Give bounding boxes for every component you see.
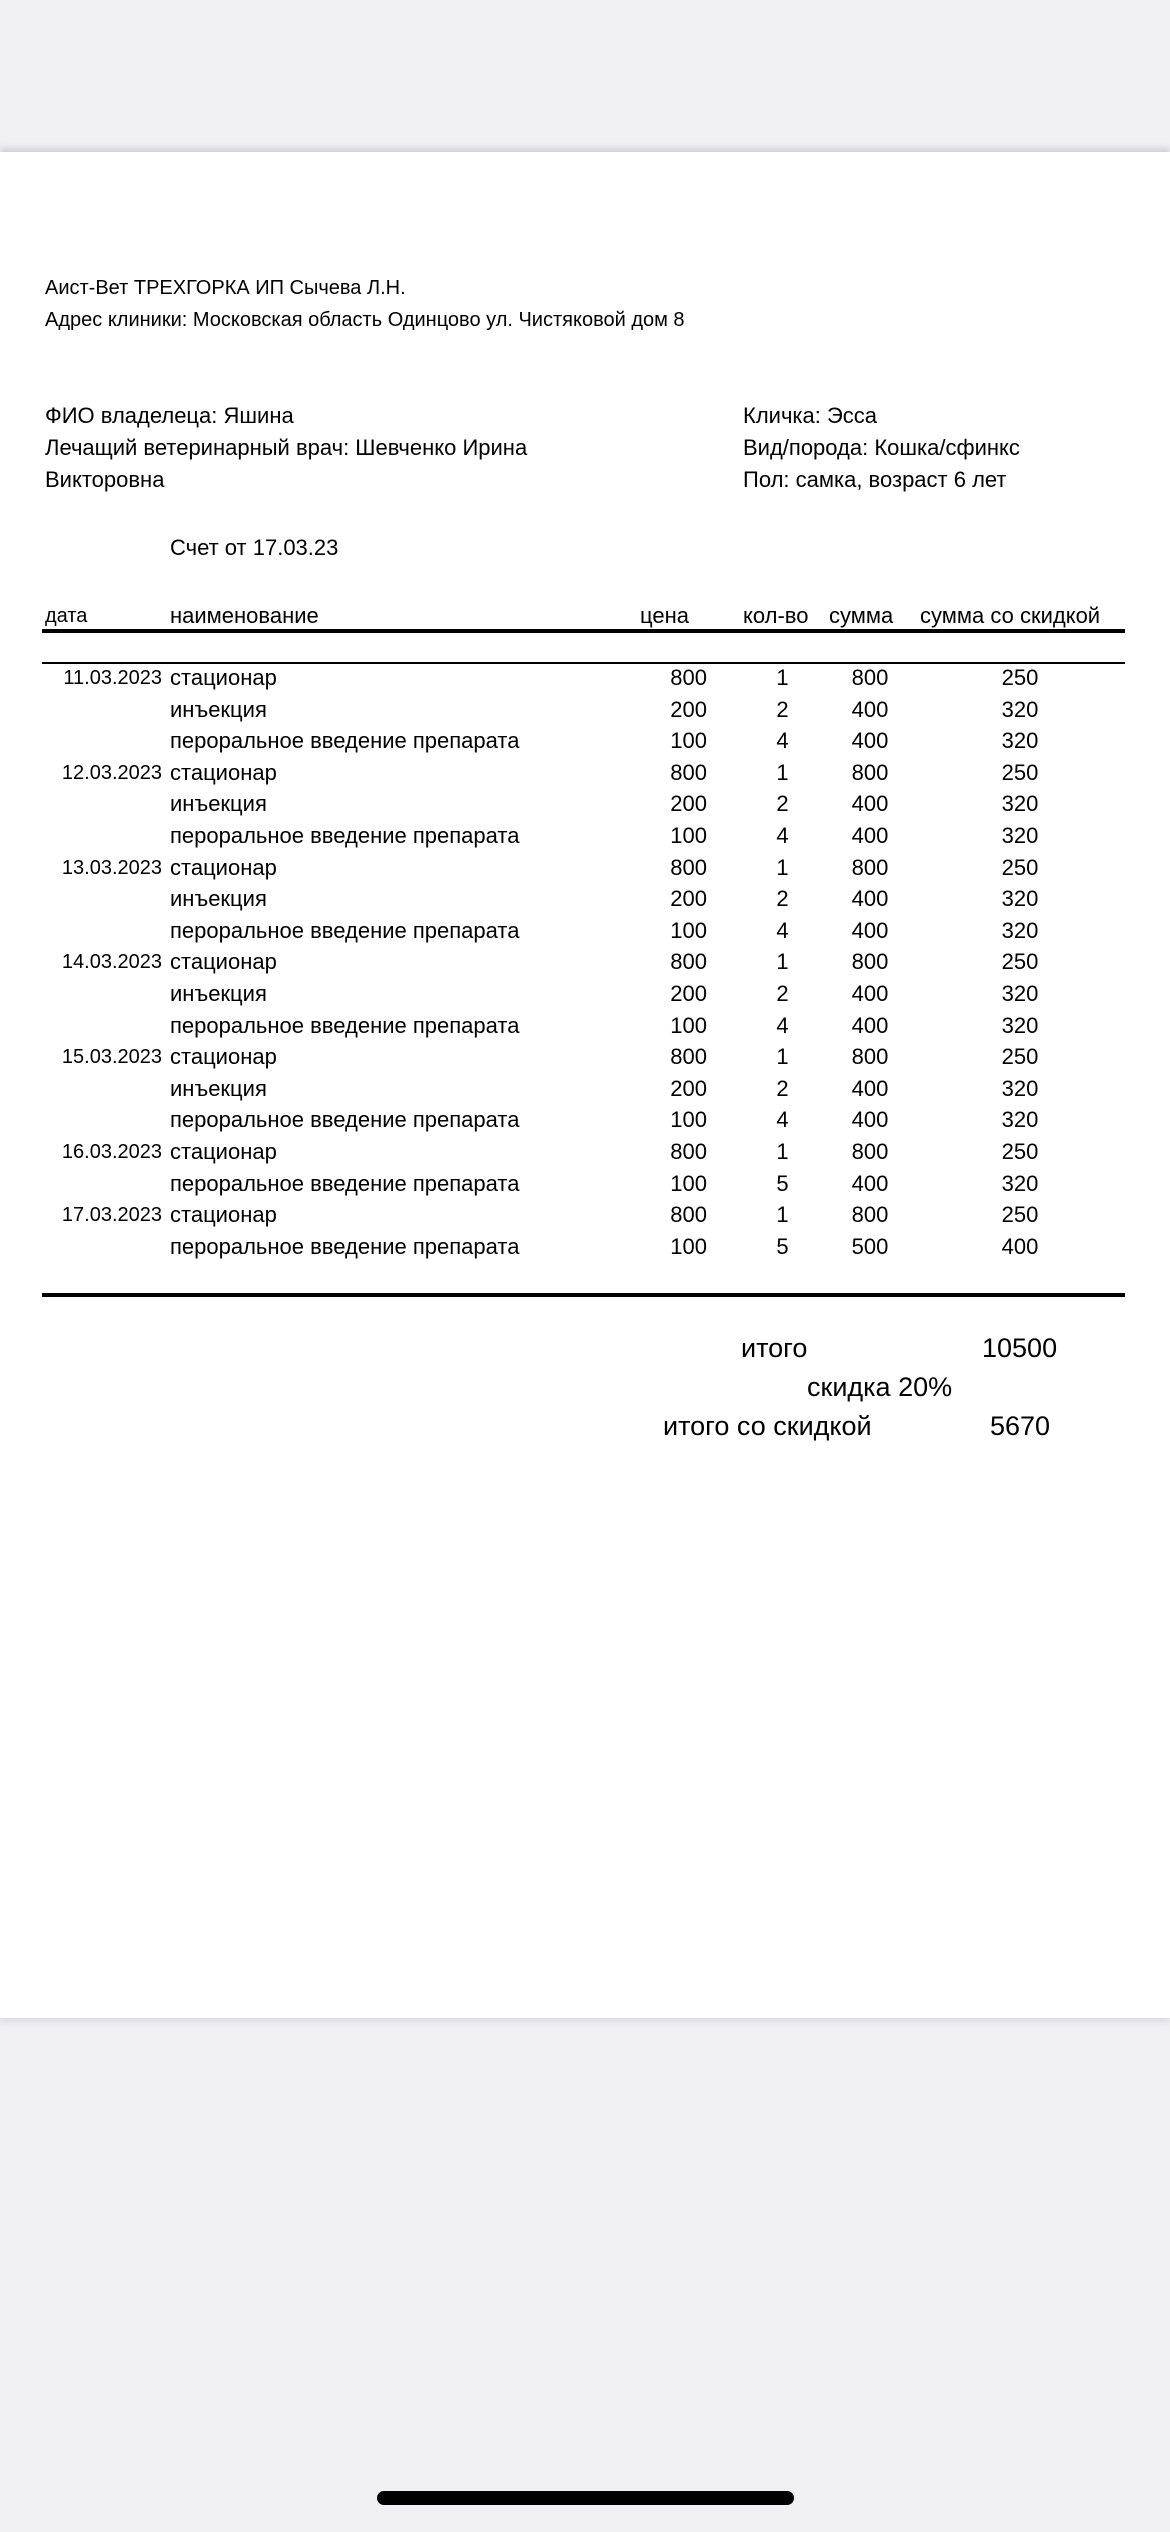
row-price: 800 [670,855,707,880]
row-price: 200 [670,886,707,911]
row-discounted: 400 [1001,1234,1039,1259]
doctor-name-cont: Викторовна [45,467,165,492]
row-name: инъекция [170,886,267,911]
clinic-name: Аист-Вет ТРЕХГОРКА ИП Сычева Л.Н. [45,277,406,299]
row-name: пероральное введение препарата [170,1013,520,1038]
pet-sex-age: Пол: самка, возраст 6 лет [743,467,1007,492]
row-name: пероральное введение препарата [170,1234,520,1259]
row-qty: 2 [776,1076,789,1101]
row-qty: 5 [776,1171,789,1196]
invoice-title: Счет от 17.03.23 [170,535,339,560]
row-qty: 1 [776,760,789,785]
header-qty: кол-во [743,603,809,628]
row-name: инъекция [170,697,267,722]
row-sum: 400 [851,697,889,722]
row-date: 15.03.2023 [61,1046,162,1068]
row-discounted: 320 [1001,886,1039,911]
row-price: 100 [670,1107,707,1132]
row-qty: 2 [776,791,789,816]
row-price: 100 [670,823,707,848]
row-qty: 4 [776,728,789,753]
row-price: 800 [670,760,707,785]
header-rule-thick [42,629,1125,633]
table-row [0,1076,1170,1108]
table-row [0,1171,1170,1203]
row-price: 200 [670,791,707,816]
row-price: 800 [670,1202,707,1227]
row-name: стационар [170,1044,277,1069]
row-price: 100 [670,1234,707,1259]
row-price: 100 [670,728,707,753]
row-sum: 400 [851,791,889,816]
doctor-name: Лечащий ветеринарный врач: Шевченко Ирина [45,435,528,460]
row-discounted: 250 [1001,1202,1039,1227]
table-row [0,1202,1170,1234]
row-name: пероральное введение препарата [170,1107,520,1132]
row-sum: 800 [851,760,889,785]
row-discounted: 250 [1001,760,1039,785]
row-qty: 1 [776,1044,789,1069]
row-sum: 400 [851,1107,889,1132]
row-discounted: 320 [1001,1171,1039,1196]
discounted-total-value: 5670 [990,1411,1051,1441]
row-name: пероральное введение препарата [170,1171,520,1196]
row-name: стационар [170,665,277,690]
row-sum: 800 [851,1202,889,1227]
header-name: наименование [170,603,319,628]
row-discounted: 320 [1001,728,1039,753]
row-discounted: 320 [1001,1107,1039,1132]
row-sum: 400 [851,823,889,848]
row-sum: 400 [851,886,889,911]
pet-breed: Вид/порода: Кошка/сфинкс [743,435,1020,460]
discount-label: скидка 20% [807,1372,953,1402]
row-name: инъекция [170,791,267,816]
table-row [0,1107,1170,1139]
row-name: стационар [170,949,277,974]
table-row [0,918,1170,950]
row-discounted: 320 [1001,791,1039,816]
row-sum: 400 [851,1076,889,1101]
table-row [0,697,1170,729]
row-qty: 2 [776,697,789,722]
row-date: 11.03.2023 [63,667,162,689]
header-rule-thin [42,662,1125,664]
row-price: 800 [670,665,707,690]
header-discounted: сумма со скидкой [920,603,1101,628]
row-name: стационар [170,1202,277,1227]
row-discounted: 320 [1001,918,1039,943]
table-row [0,823,1170,855]
row-name: пероральное введение препарата [170,918,520,943]
row-name: пероральное введение препарата [170,823,520,848]
row-qty: 4 [776,1107,789,1132]
table-bottom-rule [42,1293,1125,1297]
row-qty: 1 [776,1139,789,1164]
row-sum: 500 [851,1234,889,1259]
row-price: 200 [670,1076,707,1101]
row-date: 17.03.2023 [61,1204,162,1226]
row-qty: 2 [776,886,789,911]
row-discounted: 250 [1001,1139,1039,1164]
table-row [0,1044,1170,1076]
row-discounted: 250 [1001,855,1039,880]
table-row [0,981,1170,1013]
header-price: цена [640,603,689,628]
row-price: 800 [670,949,707,974]
row-date: 14.03.2023 [61,951,162,973]
table-row [0,949,1170,981]
row-discounted: 320 [1001,981,1039,1006]
total-label: итого [741,1333,808,1363]
row-name: стационар [170,760,277,785]
row-price: 200 [670,697,707,722]
row-date: 16.03.2023 [61,1141,162,1163]
row-discounted: 320 [1001,823,1039,848]
row-discounted: 250 [1001,1044,1039,1069]
table-row [0,760,1170,792]
row-date: 12.03.2023 [61,762,162,784]
pet-name: Кличка: Эсса [743,403,878,428]
table-row [0,855,1170,887]
row-name: пероральное введение препарата [170,728,520,753]
row-sum: 400 [851,981,889,1006]
row-discounted: 320 [1001,1076,1039,1101]
table-row [0,1234,1170,1266]
row-sum: 800 [851,949,889,974]
table-row [0,728,1170,760]
row-sum: 400 [851,918,889,943]
row-qty: 1 [776,665,789,690]
row-name: стационар [170,1139,277,1164]
header-date: дата [45,605,88,627]
row-price: 100 [670,918,707,943]
table-row [0,665,1170,697]
row-price: 100 [670,1013,707,1038]
row-discounted: 320 [1001,697,1039,722]
row-qty: 5 [776,1234,789,1259]
row-sum: 800 [851,1044,889,1069]
row-name: инъекция [170,981,267,1006]
owner-name: ФИО владелеца: Яшина [45,403,294,428]
clinic-address: Адрес клиники: Московская область Одинцово ул. Чистяковой дом 8 [45,309,685,331]
row-sum: 800 [851,665,889,690]
row-discounted: 250 [1001,949,1039,974]
row-sum: 400 [851,1013,889,1038]
row-date: 13.03.2023 [61,857,162,879]
row-sum: 800 [851,1139,889,1164]
row-qty: 1 [776,949,789,974]
row-price: 800 [670,1044,707,1069]
row-name: инъекция [170,1076,267,1101]
home-indicator [377,2491,794,2505]
table-row [0,1013,1170,1045]
total-value: 10500 [982,1333,1058,1363]
table-row [0,1139,1170,1171]
row-qty: 1 [776,1202,789,1227]
row-discounted: 250 [1001,665,1039,690]
row-price: 200 [670,981,707,1006]
row-sum: 400 [851,728,889,753]
row-discounted: 320 [1001,1013,1039,1038]
row-qty: 4 [776,918,789,943]
row-price: 800 [670,1139,707,1164]
header-sum: сумма [829,603,894,628]
row-qty: 4 [776,1013,789,1038]
row-sum: 400 [851,1171,889,1196]
row-qty: 2 [776,981,789,1006]
row-price: 100 [670,1171,707,1196]
row-qty: 4 [776,823,789,848]
table-row [0,791,1170,823]
row-sum: 800 [851,855,889,880]
table-row [0,886,1170,918]
discounted-total-label: итого со скидкой [663,1411,872,1441]
row-qty: 1 [776,855,789,880]
row-name: стационар [170,855,277,880]
